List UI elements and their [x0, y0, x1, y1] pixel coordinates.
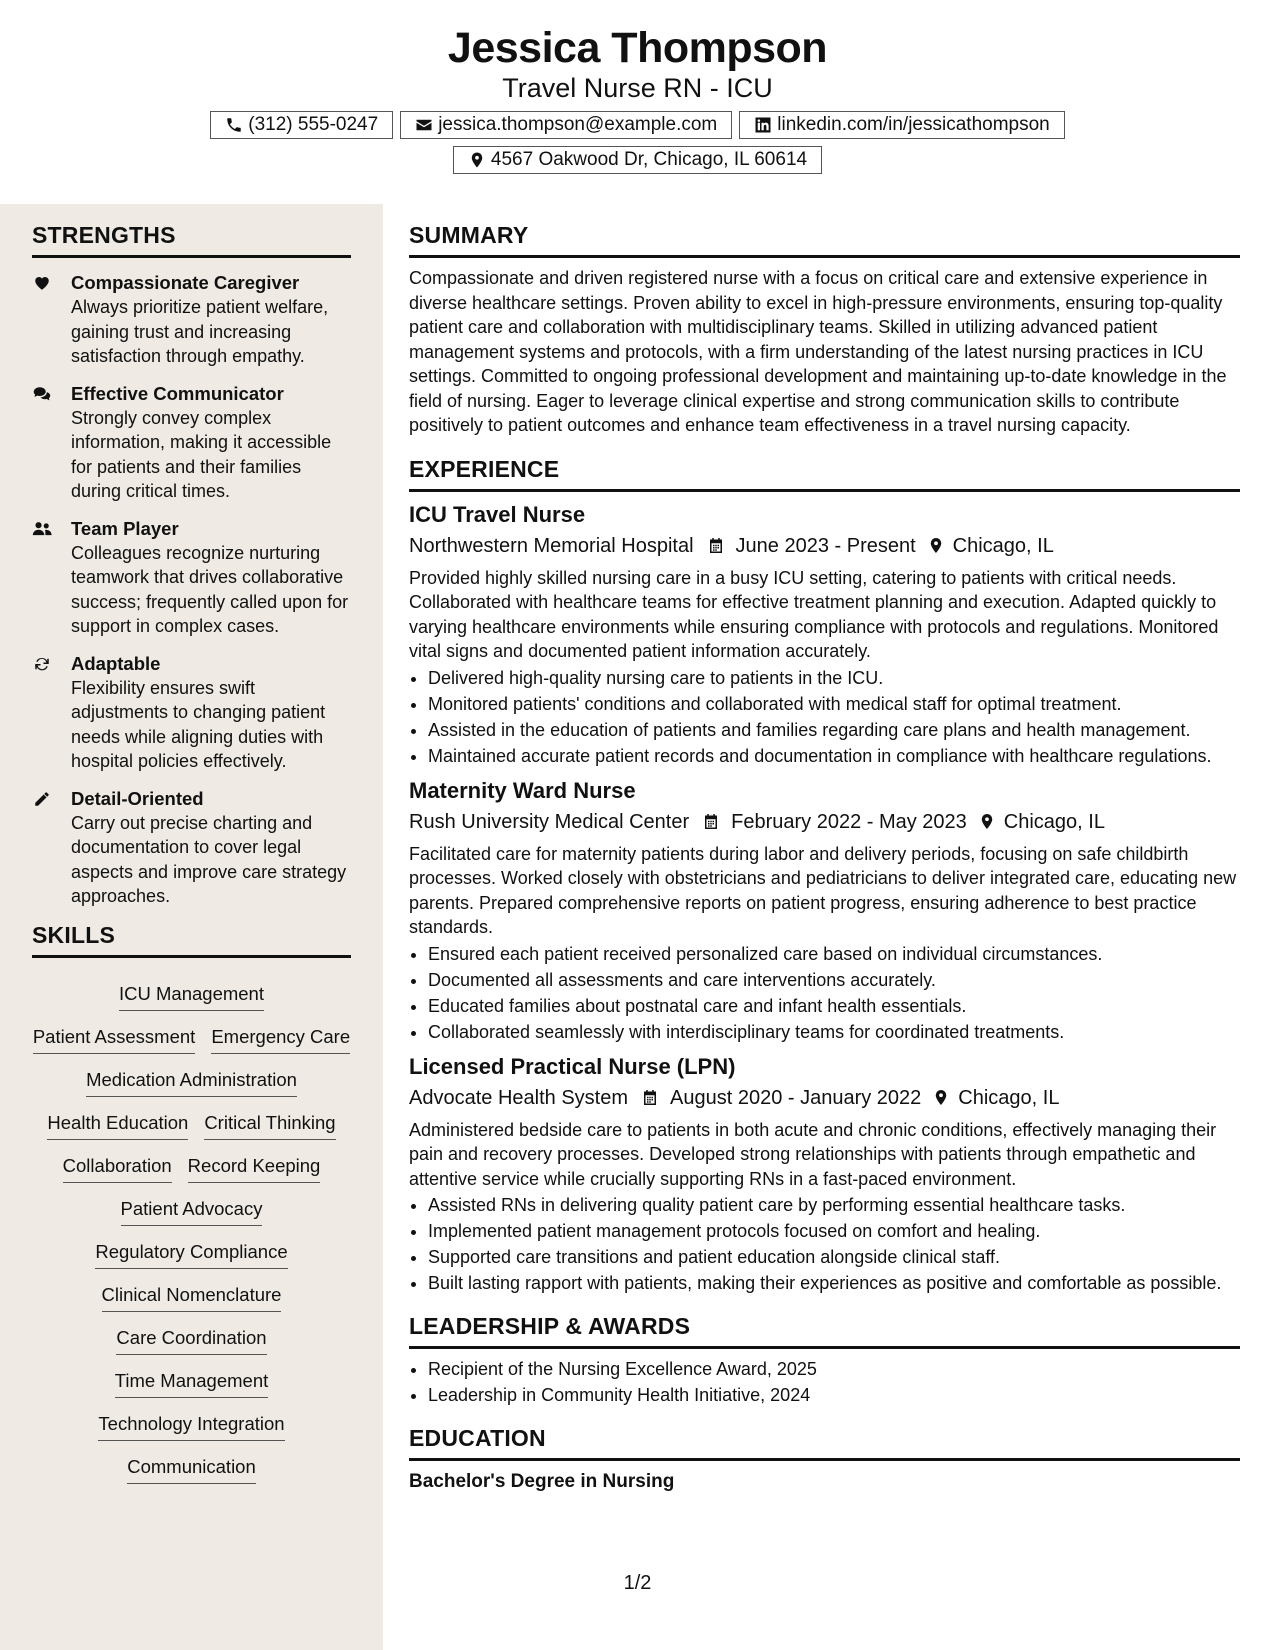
- skill-tag: Collaboration: [63, 1153, 172, 1183]
- email-text: jessica.thompson@example.com: [438, 114, 718, 135]
- job-location: Chicago, IL: [958, 1086, 1060, 1109]
- map-marker-icon: [978, 812, 996, 831]
- contact-row-2: [0, 146, 1275, 174]
- list-item: • Recipient of the Nursing Excellence Award, 2025: [428, 1357, 1240, 1381]
- job-entry: [409, 500, 1240, 768]
- candidate-name: Jessica Thompson: [447, 24, 828, 72]
- map-marker-icon: [927, 536, 945, 555]
- job-meta: [409, 807, 1240, 837]
- strength-desc: Strongly convey complex information, making it accessible for patients and their families during critical times.: [71, 407, 332, 501]
- map-marker-icon: [468, 151, 486, 169]
- strength-item: [32, 652, 352, 774]
- job-title: ICU Travel Nurse: [409, 501, 586, 527]
- sidebar: [0, 204, 383, 1650]
- list-item: • Educated families about postnatal care and infant health essentials.: [428, 994, 1240, 1018]
- list-item: • Delivered high-quality nursing care to patients in the ICU.: [428, 666, 1240, 690]
- list-item: • Ensured each patient received personalized care based on individual circumstances.: [428, 942, 1240, 966]
- skill-tag: Medication Administration: [86, 1067, 297, 1097]
- calendar-icon: [707, 536, 725, 555]
- comments-icon: [32, 385, 52, 403]
- job-bullets: [409, 666, 1240, 768]
- linkedin-chip[interactable]: [739, 111, 1064, 139]
- job-entry: [409, 1052, 1240, 1296]
- list-item: • Supported care transitions and patient education alongside clinical staff.: [428, 1245, 1240, 1269]
- job-title: Licensed Practical Nurse (LPN): [409, 1053, 736, 1079]
- strength-title: Adaptable: [71, 652, 161, 674]
- strength-title: Team Player: [71, 517, 179, 539]
- phone-chip[interactable]: [210, 111, 393, 139]
- list-item: • Built lasting rapport with patients, making their experiences as positive and comfortable as possible.: [428, 1271, 1240, 1295]
- list-item: • Leadership in Community Health Initiative, 2024: [428, 1383, 1240, 1407]
- job-bullets: [409, 1193, 1240, 1295]
- job-description: Administered bedside care to patients in both acute and chronic conditions, effectively managing their pain and recovery processes. Developed strong relationships with patients through empathetic and attentive service while crucially supporting RNs in a fast-paced environment.: [409, 1119, 1217, 1189]
- job-meta: [409, 531, 1240, 561]
- job-dates: June 2023 - Present: [735, 534, 916, 557]
- linkedin-text: linkedin.com/in/jessicathompson: [777, 114, 1050, 135]
- strengths-list: [32, 271, 352, 909]
- skill-tag: Regulatory Compliance: [95, 1239, 287, 1269]
- skill-tag: Emergency Care: [211, 1024, 350, 1054]
- strength-item: [32, 787, 352, 909]
- linkedin-icon: [754, 116, 772, 134]
- strength-title: Detail-Oriented: [71, 787, 204, 809]
- strength-desc: Carry out precise charting and documentation to cover legal aspects and improve care strategy approaches.: [71, 812, 347, 906]
- resume-header: [0, 0, 1275, 174]
- strength-item: [32, 271, 352, 369]
- skill-tag: ICU Management: [119, 981, 264, 1011]
- awards-heading: LEADERSHIP & AWARDS: [409, 1313, 1240, 1349]
- job-location: Chicago, IL: [1003, 810, 1105, 833]
- education-degree: Bachelor's Degree in Nursing: [409, 1471, 675, 1492]
- contact-row-1: [0, 111, 1275, 139]
- skill-tag: Clinical Nomenclature: [102, 1282, 282, 1312]
- skill-tag: Technology Integration: [98, 1411, 284, 1441]
- strength-item: [32, 382, 352, 504]
- skill-tag: Care Coordination: [116, 1325, 266, 1355]
- job-employer: Advocate Health System: [409, 1086, 628, 1109]
- job-dates: February 2022 - May 2023: [731, 810, 967, 833]
- heart-icon: [32, 274, 52, 292]
- job-bullets: [409, 942, 1240, 1044]
- email-chip[interactable]: [400, 111, 732, 139]
- strength-desc: Colleagues recognize nurturing teamwork that drives collaborative success; frequently called upon for support in complex cases.: [71, 542, 349, 636]
- job-description: Provided highly skilled nursing care in a busy ICU setting, catering to patients with critical needs. Collaborated with healthcare teams for effective treatment planning and execution. Adapted quickly to varying healthcare environments while ensuring compliance with protocols and regulations. Monitored vital signs and documented patient information accurately.: [409, 567, 1219, 661]
- skill-tag: Patient Assessment: [33, 1024, 195, 1054]
- strength-desc: Always prioritize patient welfare, gaining trust and increasing satisfaction through empathy.: [71, 297, 329, 366]
- candidate-title: Travel Nurse RN - ICU: [502, 73, 773, 103]
- pencil-icon: [32, 790, 52, 808]
- skill-tag: Health Education: [47, 1110, 188, 1140]
- strengths-heading: STRENGTHS: [32, 222, 351, 258]
- users-icon: [32, 520, 52, 538]
- skill-tag: Patient Advocacy: [121, 1196, 263, 1226]
- experience-heading: EXPERIENCE: [409, 456, 1240, 492]
- job-employer: Rush University Medical Center: [409, 810, 690, 833]
- list-item: • Maintained accurate patient records and documentation in compliance with healthcare regulations.: [428, 744, 1240, 768]
- job-location: Chicago, IL: [952, 534, 1054, 557]
- summary-heading: SUMMARY: [409, 222, 1240, 258]
- list-item: • Documented all assessments and care interventions accurately.: [428, 968, 1240, 992]
- list-item: • Implemented patient management protocols focused on comfort and healing.: [428, 1219, 1240, 1243]
- job-employer: Northwestern Memorial Hospital: [409, 534, 694, 557]
- phone-text: (312) 555-0247: [248, 114, 379, 135]
- page-number: 1/2: [623, 1572, 652, 1594]
- strength-title: Effective Communicator: [71, 382, 284, 404]
- calendar-icon: [641, 1088, 659, 1107]
- calendar-icon: [702, 812, 720, 831]
- skills-heading: SKILLS: [32, 922, 351, 958]
- strength-item: [32, 517, 352, 639]
- envelope-icon: [415, 116, 433, 134]
- list-item: • Collaborated seamlessly with interdisciplinary teams for coordinated treatments.: [428, 1020, 1240, 1044]
- job-dates: August 2020 - January 2022: [670, 1086, 922, 1109]
- list-item: • Assisted RNs in delivering quality patient care by performing essential healthcare tasks.: [428, 1193, 1240, 1217]
- summary-text: Compassionate and driven registered nurse with a focus on critical care and extensive experience in diverse healthcare settings. Proven ability to excel in high-pressure environments, ensuring top-quality patient care and collaboration with multidisciplinary teams. Skilled in utilizing advanced patient management systems and protocols, with a firm understanding of the latest nursing practices in ICU settings. Committed to ongoing professional development and maintaining up-to-date knowledge in the field of nursing. Eager to leverage clinical expertise and strong communication skills to contribute positively to patient outcomes and enhance team effectiveness in a travel nursing capacity.: [409, 268, 1227, 435]
- address-chip: [453, 146, 822, 174]
- main-column: [409, 204, 1240, 1494]
- skill-tag: Communication: [127, 1454, 256, 1484]
- skills-list: [32, 968, 351, 1484]
- job-title: Maternity Ward Nurse: [409, 777, 636, 803]
- job-meta: [409, 1083, 1240, 1113]
- skill-tag: Record Keeping: [188, 1153, 321, 1183]
- list-item: • Monitored patients' conditions and collaborated with medical staff for optimal treatment.: [428, 692, 1240, 716]
- strength-desc: Flexibility ensures swift adjustments to changing patient needs while aligning duties with hospital policies effectively.: [71, 677, 326, 771]
- list-item: • Assisted in the education of patients and families regarding care plans and health management.: [428, 718, 1240, 742]
- job-entry: [409, 776, 1240, 1044]
- education-heading: EDUCATION: [409, 1425, 1240, 1461]
- sync-icon: [32, 655, 52, 673]
- job-description: Facilitated care for maternity patients during labor and delivery periods, focusing on safe childbirth processes. Worked closely with obstetricians and pediatricians to deliver integrated care, educating new parents. Prepared comprehensive reports on patient progress, ensuring adherence to best practice standards.: [409, 843, 1237, 937]
- address-text: 4567 Oakwood Dr, Chicago, IL 60614: [490, 149, 808, 170]
- skill-tag: Critical Thinking: [204, 1110, 335, 1140]
- strength-title: Compassionate Caregiver: [71, 272, 300, 293]
- map-marker-icon: [932, 1088, 950, 1107]
- phone-icon: [225, 116, 243, 134]
- skill-tag: Time Management: [115, 1368, 269, 1398]
- awards-list: [409, 1357, 1240, 1407]
